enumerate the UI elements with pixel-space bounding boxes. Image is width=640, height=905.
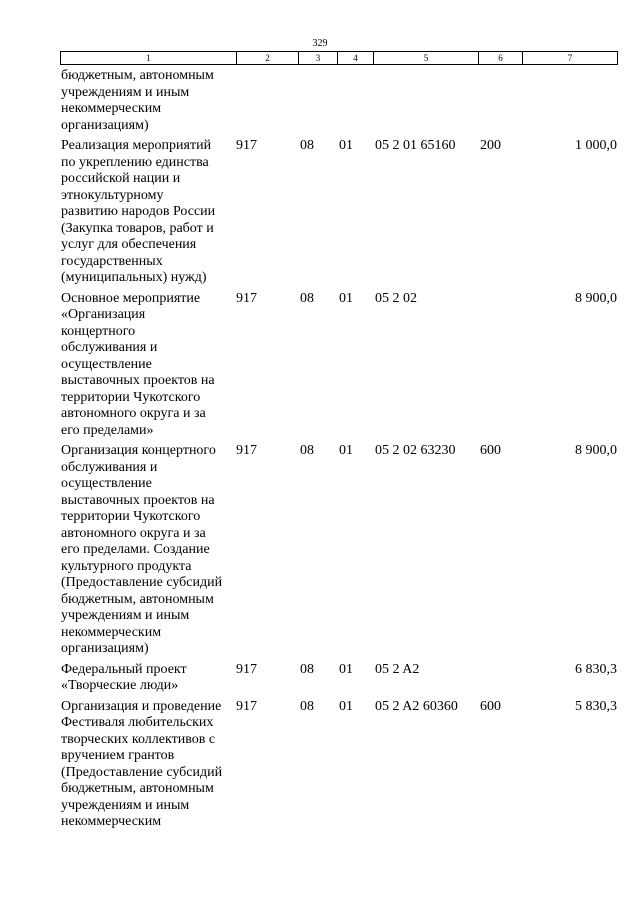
table-row (61, 443, 617, 658)
table-row (61, 699, 617, 831)
table-row (61, 662, 617, 695)
page-number: 329 (312, 38, 328, 49)
row-section: 08 (300, 698, 314, 714)
header-col-1: 1 (61, 52, 237, 65)
row-name: Реализация мероприятий по укреплению единства российской нации и этнокультурному развитию народов России (Закупка товаров, работ и услуг для обеспечения государственных (муниципальных) нужд) (61, 138, 216, 285)
row-section: 08 (300, 138, 314, 153)
header-col-4: 4 (338, 52, 374, 65)
header-row (61, 52, 618, 65)
row-target-article: 05 2 A2 (375, 661, 420, 677)
row-target-article: 05 2 02 63230 (375, 443, 456, 458)
row-subsection: 01 (339, 698, 353, 714)
header-col-3: 3 (299, 52, 338, 65)
row-sum: 5 830,3 (575, 698, 617, 714)
table-row (61, 138, 617, 287)
row-sum: 8 900,0 (575, 443, 617, 458)
budget-table-body (61, 68, 617, 835)
row-name: Организация и проведение Фестиваля любительских творческих коллективов с вручением грантов (Предоставление субсидий бюджетным, автономным учреждениям и иным некоммерческим (61, 698, 223, 829)
row-section: 08 (300, 661, 314, 677)
row-name: Основное мероприятие «Организация концертного обслуживания и осуществление выставочных проектов на территории Чукотского автономного округа и за его пределами» (61, 290, 215, 438)
row-section: 08 (300, 290, 314, 306)
row-sum: 6 830,3 (575, 661, 617, 677)
row-glava: 917 (236, 290, 257, 306)
row-target-article: 05 2 02 (375, 290, 417, 306)
header-col-7: 7 (523, 52, 618, 65)
table-row (61, 291, 617, 440)
table-row (61, 68, 617, 134)
row-glava: 917 (236, 698, 257, 714)
column-number-header (60, 51, 618, 65)
row-glava: 917 (236, 661, 257, 677)
row-sum: 8 900,0 (575, 290, 617, 306)
row-glava: 917 (236, 138, 257, 153)
header-col-5: 5 (374, 52, 479, 65)
header-col-2: 2 (237, 52, 299, 65)
row-subsection: 01 (339, 138, 353, 153)
row-expense-type: 600 (480, 443, 501, 458)
row-subsection: 01 (339, 290, 353, 306)
row-name: Организация концертного обслуживания и осуществление выставочных проектов на территории Чукотского автономного округа и за его пределами. Создание культурного продукта (Предоставление субсидий бюджетным, автономным учреждениям и иным некоммерческим организациям) (61, 443, 223, 656)
row-subsection: 01 (339, 661, 353, 677)
row-subsection: 01 (339, 443, 353, 458)
row-expense-type: 600 (480, 698, 501, 714)
row-target-article: 05 2 01 65160 (375, 138, 456, 153)
row-section: 08 (300, 443, 314, 458)
row-name: бюджетным, автономным учреждениям и иным некоммерческим организациям) (61, 68, 214, 133)
row-target-article: 05 2 A2 60360 (375, 698, 458, 714)
row-glava: 917 (236, 443, 257, 458)
row-sum: 1 000,0 (575, 138, 617, 153)
row-expense-type: 200 (480, 138, 501, 153)
row-name: Федеральный проект «Творческие люди» (61, 661, 187, 693)
header-col-6: 6 (479, 52, 523, 65)
